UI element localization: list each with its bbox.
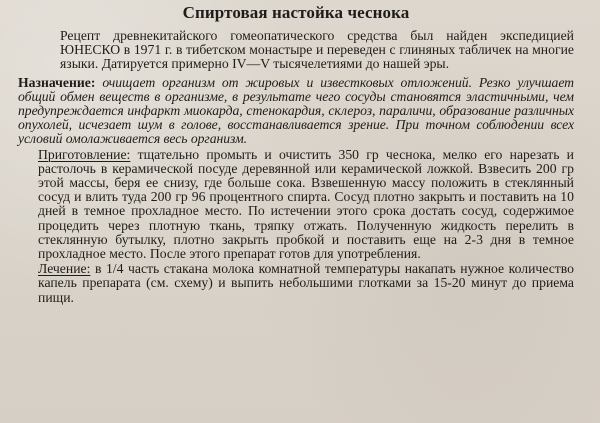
preparation-section [18,148,574,262]
treatment-text: в 1/4 часть стакана молока комнатной температуры накапать нужное количество капель препарата (см. схему) и выпить небольшими глотками за 15-20 минут до приема пищи. [38,261,575,305]
preparation-label: Приготовление: [38,146,131,162]
purpose-text: очищает организм от жировых и известковых отложений. Резко улучшает общий обмен веществ в организме, в результате чего сосуды становятся эластичными, чем предупреждается инфаркт миокарда, стенокардия, склероз, параличи, образование различных опухолей, исчезает шум в голове, восстанавливается зрение. При точном соблюдении всех условий омолаживается весь организм. [18,74,575,147]
preparation-text: тщательно промыть и очистить 350 гр чеснока, мелко его нарезать и растолочь в керамической посуде деревянной или керамической ложкой. Взвесить 200 гр этой массы, беря ее снизу, где больше сока. Взвешенную массу положить в стеклянный сосуд и влить туда 200 гр 96 процентного спирта. Сосуд плотно закрыть и поставить на 10 дней в темное прохладное место. По истечении этого срока достать сосуд, содержимое процедить через плотную ткань, тряпку отжать. Полученную жидкость перелить в стеклянную бутылку, плотно закрыть пробкой и поставить еще на 2-3 дня в темное прохладное место. После этого препарат готов для употребления. [38,146,575,262]
treatment-section [18,262,574,305]
purpose-label: Назначение: [18,74,96,90]
document-title: Спиртовая настойка чеснока [182,3,410,22]
treatment-label: Лечение: [38,261,91,277]
purpose-section [18,76,574,147]
intro-paragraph: Рецепт древнекитайского гомеопатического средства был найден экспедицией ЮНЕСКО в 1971 г. в тибетском монастыре и переведен с глиняных табличек на многие языки. Датируется примерно IV—V тысячелетиями до нашей эры. [60,28,574,72]
